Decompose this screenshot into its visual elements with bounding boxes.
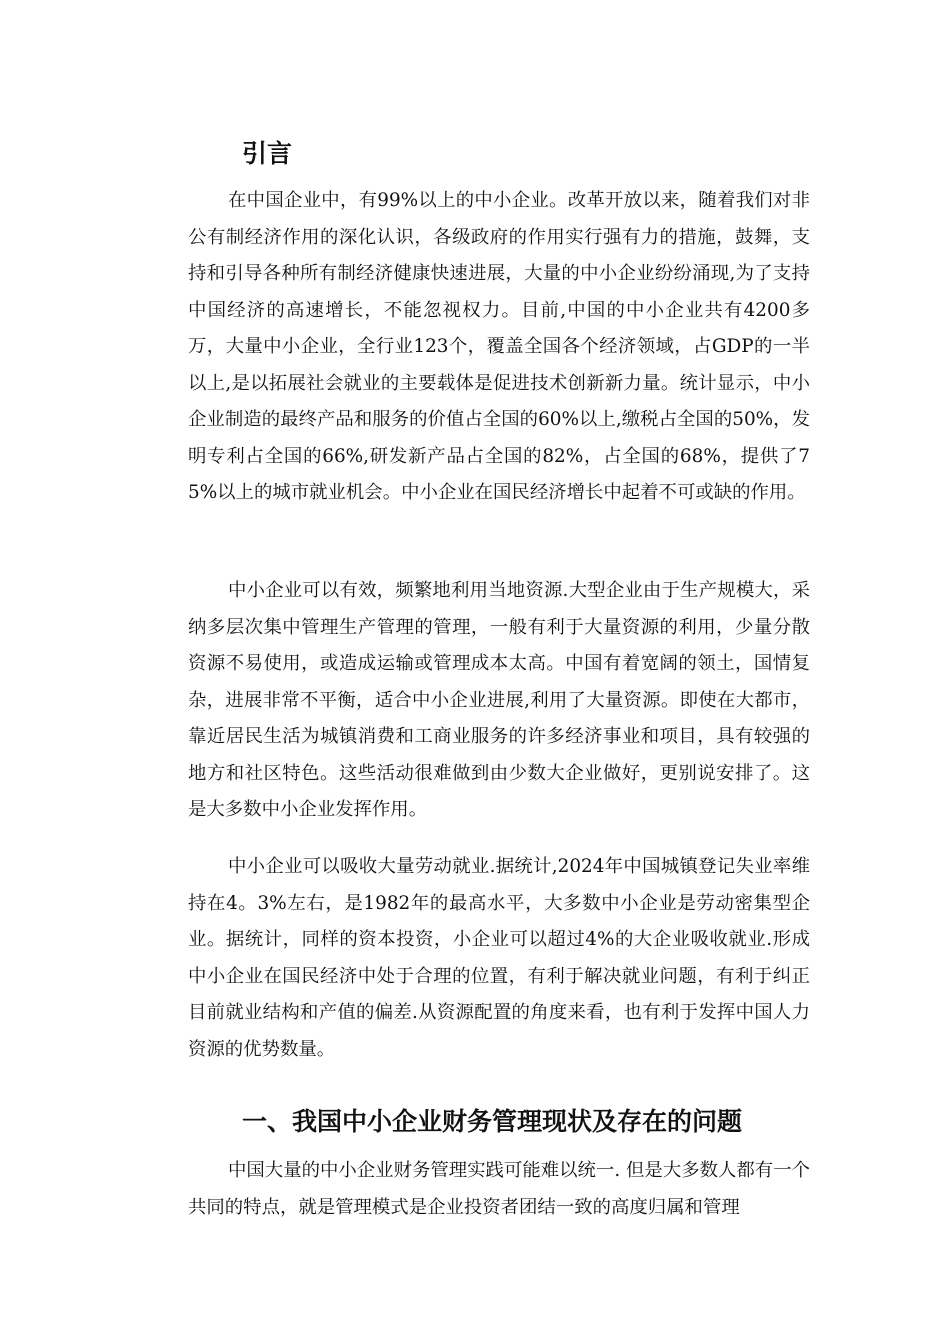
paragraph-section1-1: 中国大量的中小企业财务管理实践可能难以统一. 但是大多数人都有一个共同的特点，就是管理模式是企业投资者团结一致的高度归属和管理	[188, 1160, 810, 1218]
intro-heading: 引言	[242, 139, 293, 168]
section1-heading: 一、我国中小企业财务管理现状及存在的问题	[242, 1107, 743, 1136]
paragraph-intro-2: 中小企业可以有效，频繁地利用当地资源.大型企业由于生产规模大，采纳多层次集中管理生产管理的管理，一般有利于大量资源的利用，少量分散资源不易使用，或造成运输或管理成本太高。中国有着宽阔的领土，国情复杂，进展非常不平衡，适合中小企业进展,利用了大量资源。即使在大都市，靠近居民生活为城镇消费和工商业服务的许多经济事业和项目，具有较强的地方和社区特色。这些活动很难做到由少数大企业做好，更别说安排了。这是大多数中小企业发挥作用。	[188, 580, 810, 820]
paragraph-intro-3: 中小企业可以吸收大量劳动就业.据统计,2024年中国城镇登记失业率维持在4。3%左右，是1982年的最高水平，大多数中小企业是劳动密集型企业。据统计，同样的资本投资，小企业可以超过4%的大企业吸收就业.形成中小企业在国民经济中处于合理的位置，有利于解决就业问题，有利于纠正目前就业结构和产值的偏差.从资源配置的角度来看，也有利于发挥中国人力资源的优势数量。	[188, 856, 810, 1060]
paragraph-intro-1: 在中国企业中，有99%以上的中小企业。改革开放以来，随着我们对非公有制经济作用的深化认识，各级政府的作用实行强有力的措施，鼓舞，支持和引导各种所有制经济健康快速进展，大量的中小企业纷纷涌现,为了支持中国经济的高速增长，不能忽视权力。目前,中国的中小企业共有4200多万，大量中小企业，全行业123个，覆盖全国各个经济领域，占GDP的一半以上,是以拓展社会就业的主要载体是促进技术创新新力量。统计显示，中小企业制造的最终产品和服务的价值占全国的60%以上,缴税占全国的50%，发明专利占全国的66%,研发新产品占全国的82%，占全国的68%，提供了75%以上的城市就业机会。中小企业在国民经济增长中起着不可或缺的作用。	[188, 190, 810, 503]
